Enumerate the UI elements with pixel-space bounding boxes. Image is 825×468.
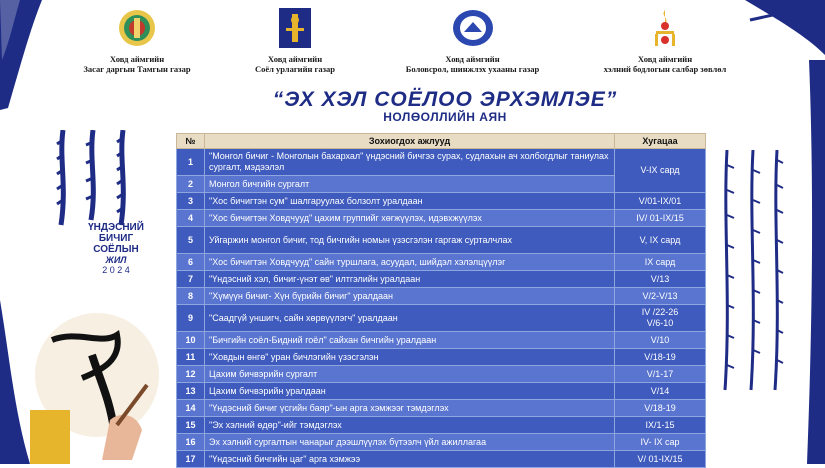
row-deadline: V/2-V/13 bbox=[615, 288, 706, 305]
logo-line-1: Ховд аймгийн bbox=[637, 54, 693, 64]
row-activity: Эх хэлний сургалтын чанарыг дээшлүүлэх бүтээлч үйл ажиллагаа bbox=[205, 434, 615, 451]
logo-line-1: Ховд аймгийн bbox=[445, 54, 500, 64]
page-subtitle: НОЛӨОЛЛИЙН АЯН bbox=[383, 110, 507, 124]
table-row bbox=[177, 271, 706, 288]
logo-culture-office bbox=[225, 8, 365, 74]
badge-line-2: БИЧИГ bbox=[98, 233, 134, 244]
row-number: 10 bbox=[177, 332, 205, 349]
row-activity: "Үндэсний бичиг үсгийн баяр"-ын арга хэмжээг тэмдэглэх bbox=[205, 400, 615, 417]
row-activity: "Үндэсний хэл, бичиг-үнэт өв" илтгэлийн уралдаан bbox=[205, 271, 615, 288]
education-shield-icon bbox=[452, 8, 494, 48]
row-activity: "Хос бичигтэн Ховдчууд" цахим группийг хөгжүүлэх, идэвхжүүлэх bbox=[205, 210, 615, 227]
script-year-badge bbox=[86, 222, 146, 275]
row-number: 14 bbox=[177, 400, 205, 417]
badge-year: 2 0 2 4 bbox=[102, 265, 130, 275]
table-row bbox=[177, 332, 706, 349]
table-row bbox=[177, 227, 706, 254]
table-row bbox=[177, 417, 706, 434]
table-row bbox=[177, 434, 706, 451]
right-edge-brush-decoration bbox=[785, 60, 825, 464]
row-activity: "Хос бичигтэн Ховдчууд" сайн туршлага, асуудал, шийдэл хэлэлцүүлэг bbox=[205, 254, 615, 271]
row-activity: "Хүмүүн бичиг- Хүн бүрийн бичиг" уралдаан bbox=[205, 288, 615, 305]
table-row bbox=[177, 400, 706, 417]
row-number: 4 bbox=[177, 210, 205, 227]
header-activity: Зохиогдох ажлууд bbox=[205, 134, 615, 149]
header-no: № bbox=[177, 134, 205, 149]
logo-governor-office bbox=[62, 8, 212, 74]
row-deadline: V/13 bbox=[615, 271, 706, 288]
table-row bbox=[177, 288, 706, 305]
row-number: 12 bbox=[177, 366, 205, 383]
row-deadline: IV /22-26 V/6-10 bbox=[615, 305, 706, 332]
row-number: 13 bbox=[177, 383, 205, 400]
calligraphy-brush-illustration bbox=[22, 300, 162, 464]
row-deadline: IX сард bbox=[615, 254, 706, 271]
row-activity: "Бичгийн соёл-Бидний гоёл" сайхан бичгийн уралдаан bbox=[205, 332, 615, 349]
table-header-row bbox=[177, 134, 706, 149]
page-title: “ЭХ ХЭЛ СОЁЛОО ЭРХЭМЛЭЕ” bbox=[272, 88, 618, 111]
row-activity: Цахим бичвэрийн сургалт bbox=[205, 366, 615, 383]
row-activity: "Монгол бичиг - Монголын бахархал" үндэсний бичгээ сурах, судлахын ач холбогдлыг таниулах сургалт, мэдээлэл bbox=[205, 149, 615, 176]
badge-line-3: СОЁЛЫН bbox=[93, 244, 139, 255]
row-deadline: IV- IX сар bbox=[615, 434, 706, 451]
table-row bbox=[177, 366, 706, 383]
row-activity: "Эх хэлний өдөр"-ийг тэмдэглэх bbox=[205, 417, 615, 434]
row-deadline: V/18-19 bbox=[615, 400, 706, 417]
row-deadline: IV/ 01-IX/15 bbox=[615, 210, 706, 227]
row-number: 8 bbox=[177, 288, 205, 305]
top-right-brush-decoration bbox=[735, 0, 825, 60]
row-number: 17 bbox=[177, 451, 205, 468]
row-number: 16 bbox=[177, 434, 205, 451]
soyombo-emblem-icon bbox=[279, 8, 311, 48]
row-deadline: IX/1-15 bbox=[615, 417, 706, 434]
row-activity: Цахим бичвэрийн уралдаан bbox=[205, 383, 615, 400]
row-deadline: V-IX сард bbox=[615, 149, 706, 193]
logo-line-2: Соёл урлагийн газар bbox=[254, 64, 336, 74]
government-seal-icon bbox=[117, 8, 157, 48]
row-number: 7 bbox=[177, 271, 205, 288]
logo-line-2: Засаг даргын Тамгын газар bbox=[83, 64, 191, 74]
row-number: 3 bbox=[177, 193, 205, 210]
row-deadline: V/ 01-IX/15 bbox=[615, 451, 706, 468]
soyombo-gold-icon bbox=[650, 8, 680, 48]
logo-line-2: хэлний бодлогын салбар зөвлөл bbox=[603, 64, 727, 74]
table-row bbox=[177, 305, 706, 332]
table-row bbox=[177, 349, 706, 366]
mongolian-script-calligraphy-right bbox=[715, 150, 785, 400]
logo-language-council bbox=[585, 8, 745, 74]
row-deadline: V/10 bbox=[615, 332, 706, 349]
row-number: 2 bbox=[177, 176, 205, 193]
row-number: 6 bbox=[177, 254, 205, 271]
row-activity: "Ховдын өнгө" уран бичлэгийн үзэсгэлэн bbox=[205, 349, 615, 366]
logo-line-1: Ховд аймгийн bbox=[267, 54, 323, 64]
row-activity: "Үндэсний бичгийн цаг" арга хэмжээ bbox=[205, 451, 615, 468]
row-deadline: V/1-17 bbox=[615, 366, 706, 383]
row-activity: "Саадгүй уншигч, сайн хөрвүүлэгч" уралдаан bbox=[205, 305, 615, 332]
top-left-brush-decoration bbox=[0, 0, 60, 110]
row-number: 15 bbox=[177, 417, 205, 434]
logo-line-2: Боловсрол, шинжлэх ухааны газар bbox=[405, 64, 540, 74]
table-row bbox=[177, 149, 706, 176]
row-number: 1 bbox=[177, 149, 205, 176]
logo-line-1: Ховд аймгийн bbox=[109, 54, 165, 64]
table-row bbox=[177, 254, 706, 271]
row-deadline: V, IX сард bbox=[615, 227, 706, 254]
table-row bbox=[177, 210, 706, 227]
table-row bbox=[177, 383, 706, 400]
badge-line-1: ҮНДЭСНИЙ bbox=[88, 222, 144, 233]
table-row bbox=[177, 193, 706, 210]
row-deadline: V/01-IX/01 bbox=[615, 193, 706, 210]
table-row bbox=[177, 451, 706, 468]
row-activity: Монгол бичгийн сургалт bbox=[205, 176, 615, 193]
row-number: 5 bbox=[177, 227, 205, 254]
row-activity: "Хос бичигтэн сум" шалгаруулах болзолт уралдаан bbox=[205, 193, 615, 210]
badge-line-4: ЖИЛ bbox=[105, 255, 127, 265]
header-deadline: Хугацаа bbox=[615, 134, 706, 149]
row-activity: Уйгаржин монгол бичиг, тод бичгийн номын үзэсгэлэн гаргаж сурталчлах bbox=[205, 227, 615, 254]
row-deadline: V/18-19 bbox=[615, 349, 706, 366]
mongolian-script-calligraphy-left bbox=[55, 130, 135, 230]
row-number: 9 bbox=[177, 305, 205, 332]
row-number: 11 bbox=[177, 349, 205, 366]
activity-plan-table bbox=[176, 133, 706, 468]
row-deadline: V/14 bbox=[615, 383, 706, 400]
logo-education-office bbox=[385, 8, 560, 74]
